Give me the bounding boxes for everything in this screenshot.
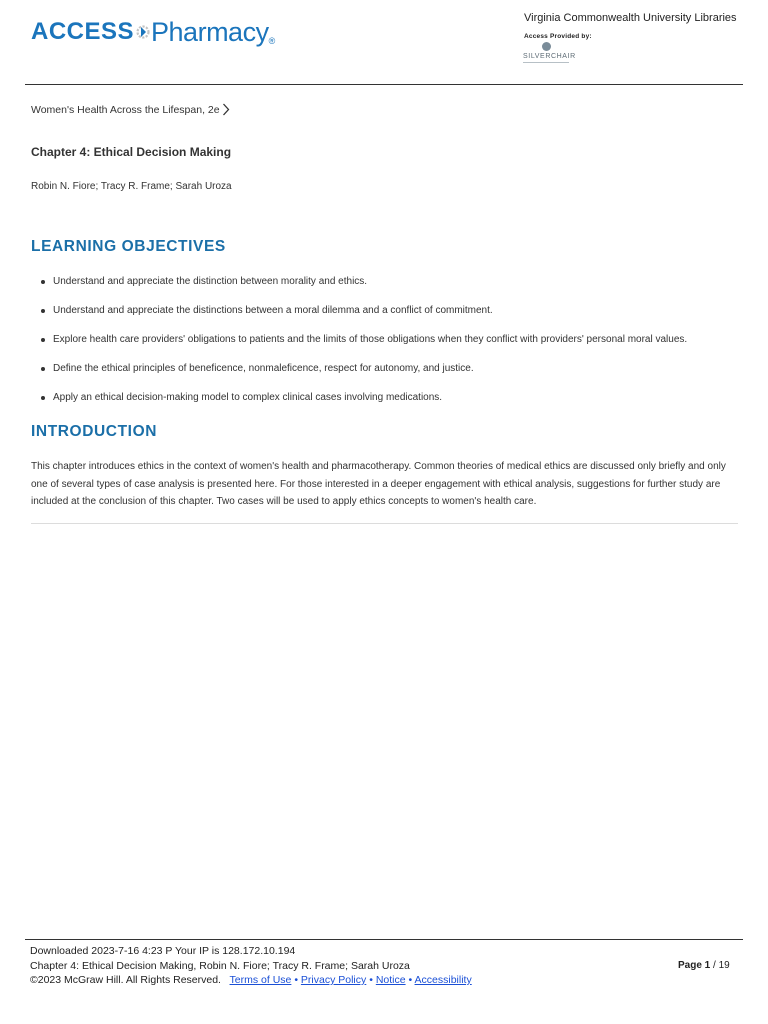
introduction-heading: INTRODUCTION xyxy=(31,423,158,440)
chapter-citation: Chapter 4: Ethical Decision Making, Robin N. Fiore; Tracy R. Frame; Sarah Uroza xyxy=(30,960,410,972)
header-divider xyxy=(25,84,743,85)
bullet-icon xyxy=(41,367,45,371)
silverchair-underline xyxy=(523,62,569,63)
page-indicator xyxy=(678,960,730,971)
bullet-icon xyxy=(41,338,45,342)
institution-name: Virginia Commonwealth University Libraries xyxy=(524,12,737,24)
objective-text: Define the ethical principles of beneficence, nonmaleficence, respect for autonomy, and justice. xyxy=(53,363,474,374)
objective-item xyxy=(31,363,741,392)
objective-text: Understand and appreciate the distinction between morality and ethics. xyxy=(53,276,368,287)
objective-item xyxy=(31,392,741,421)
objective-item xyxy=(31,276,741,305)
breadcrumb[interactable] xyxy=(31,103,230,116)
silverchair-wordmark: SILVERCHAIR xyxy=(523,53,576,60)
bullet-icon xyxy=(41,309,45,313)
logo-pharmacy-text: Pharmacy xyxy=(151,16,269,47)
accessibility-link[interactable]: Accessibility xyxy=(414,974,472,986)
terms-of-use-link[interactable]: Terms of Use xyxy=(229,974,292,986)
page-total: / 19 xyxy=(713,960,730,971)
objective-text: Understand and appreciate the distinctions between a moral dilemma and a conflict of commitment. xyxy=(53,305,493,316)
footer-divider xyxy=(25,939,743,940)
objective-item xyxy=(31,334,741,363)
privacy-policy-link[interactable]: Privacy Policy xyxy=(300,974,367,986)
breadcrumb-book-link[interactable]: Women's Health Across the Lifespan, 2e xyxy=(31,103,220,116)
notice-link[interactable]: Notice xyxy=(375,974,406,986)
access-pharmacy-logo[interactable] xyxy=(31,12,275,52)
chapter-title: Chapter 4: Ethical Decision Making xyxy=(31,145,232,159)
chapter-authors: Robin N. Fiore; Tracy R. Frame; Sarah Uroza xyxy=(31,181,232,192)
separator-dot: • xyxy=(369,974,373,986)
silverchair-globe-icon xyxy=(542,42,551,51)
bullet-icon xyxy=(41,280,45,284)
separator-dot: • xyxy=(408,974,413,986)
content-divider xyxy=(31,523,738,524)
objective-text: Apply an ethical decision-making model to complex clinical cases involving medications. xyxy=(53,392,443,403)
learning-objectives-list xyxy=(31,276,741,421)
logo-registered-mark: ® xyxy=(268,36,276,46)
access-provided-by-label: Access Provided by: xyxy=(524,33,592,40)
page-current: Page 1 xyxy=(678,960,711,971)
introduction-paragraph: This chapter introduces ethics in the context of women's health and pharmacotherapy. Common theories of medical ethics are discussed only briefly and only one of several types of case analysis is presented here. For those interested in a deeper engagement with ethical analysis, suggestions for further study are included at the conclusion of this chapter. Two cases will be used to apply ethics concepts to women's health care. xyxy=(31,461,726,507)
silverchair-logo xyxy=(522,42,578,66)
download-info: Downloaded 2023-7-16 4:23 P Your IP is 128.172.10.194 xyxy=(30,945,296,957)
copyright-text: ©2023 McGraw Hill. All Rights Reserved. xyxy=(30,974,221,986)
logo-gear-icon xyxy=(136,17,150,47)
objective-text: Explore health care providers' obligations to patients and the limits of those obligations when they conflict with providers' personal moral values. xyxy=(53,334,688,345)
chevron-right-icon xyxy=(222,103,230,116)
separator-dot: • xyxy=(294,974,298,986)
learning-objectives-heading: LEARNING OBJECTIVES xyxy=(31,238,226,255)
footer-legal xyxy=(30,974,472,986)
objective-item xyxy=(31,305,741,334)
bullet-icon xyxy=(41,396,45,400)
logo-access-text: ACCESS xyxy=(31,18,135,45)
